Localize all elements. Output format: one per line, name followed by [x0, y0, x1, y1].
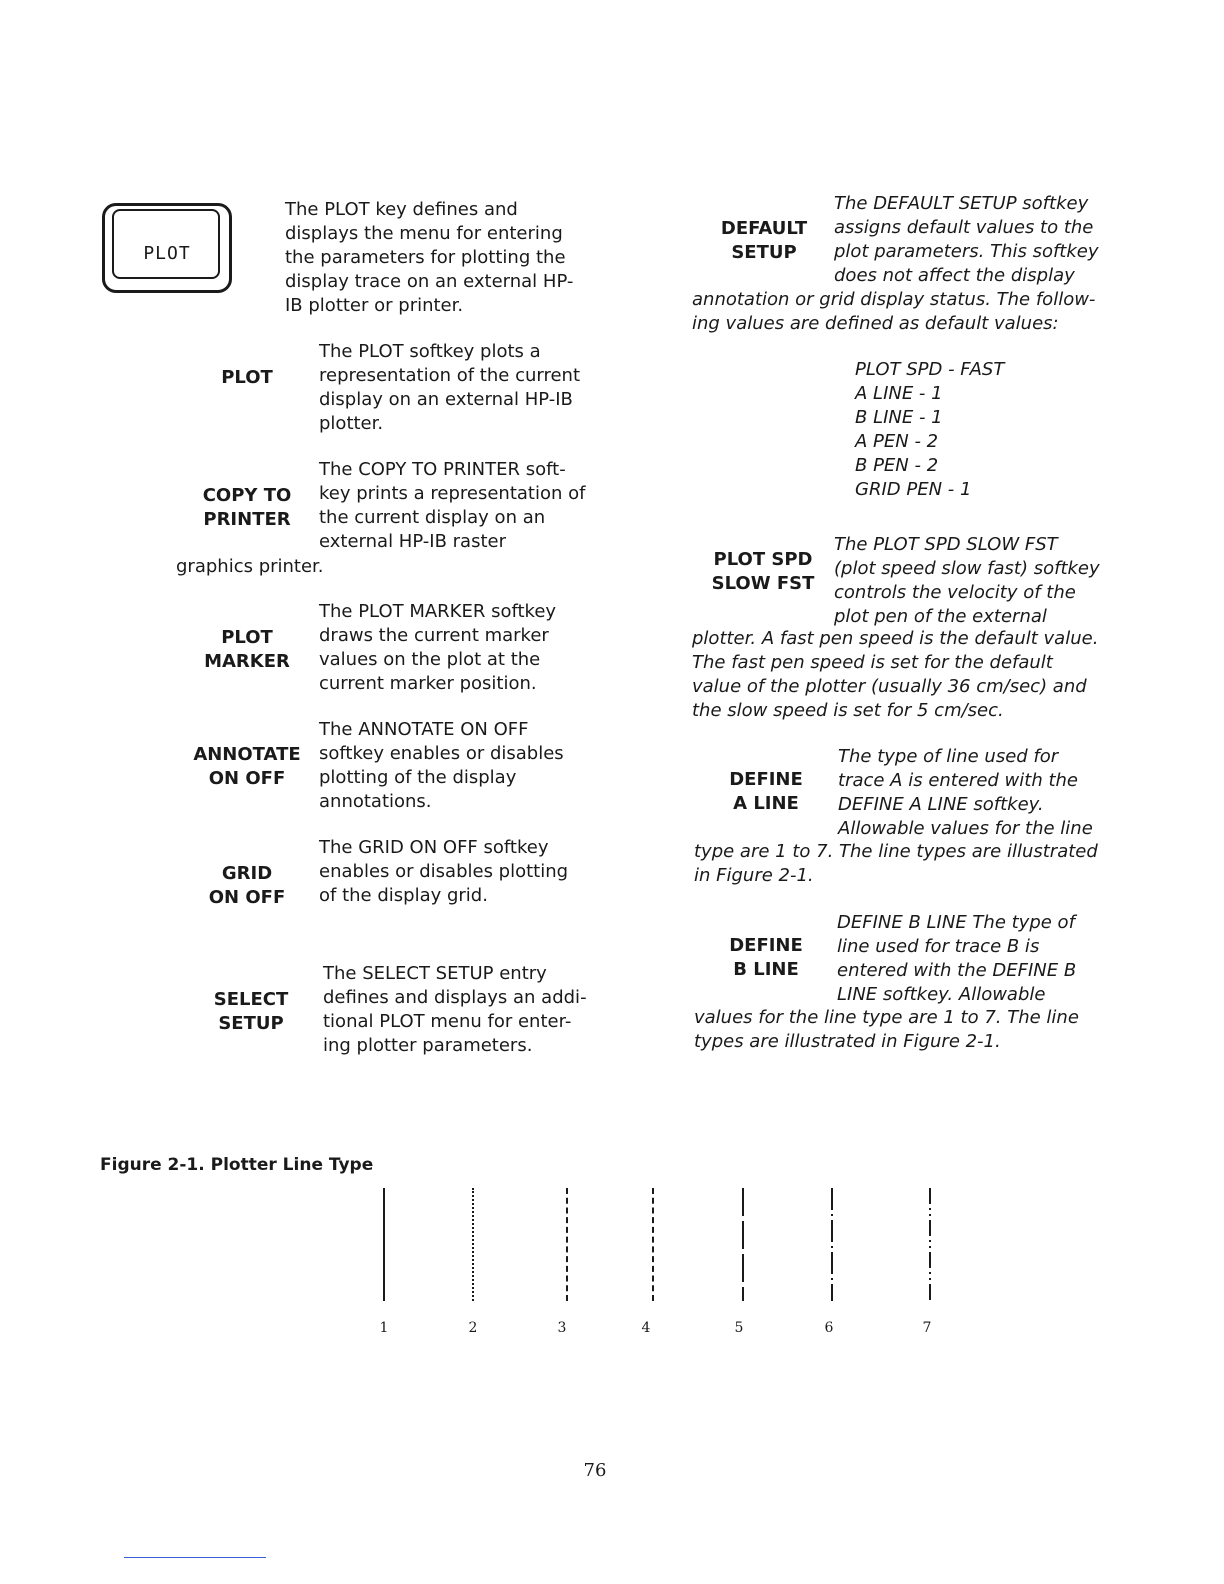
plot-key-description: [285, 198, 573, 318]
softkey-grid-on-off-description: [319, 836, 568, 908]
line-type-7-sample: [929, 1188, 931, 1301]
text-line: plot pen of the external: [834, 606, 1047, 627]
text-line: in Figure 2-1.: [694, 865, 814, 886]
line-type-3-sample: [566, 1188, 568, 1301]
text-line: the current display on an: [319, 507, 546, 528]
line-type-label: 7: [922, 1320, 932, 1336]
softkey-annotate-on-off-label: ANNOTATE ON OFF: [193, 744, 301, 789]
text-line: display trace on an external HP-: [285, 271, 574, 292]
line-type-label: 2: [468, 1320, 478, 1336]
text-line: type are 1 to 7. The line types are illustrated: [694, 841, 1098, 862]
text-line: The PLOT softkey plots a: [319, 341, 541, 362]
list-item: B PEN - 2: [855, 455, 939, 476]
line-type-label: 5: [734, 1320, 744, 1336]
line-type-2-sample: [472, 1188, 474, 1301]
softkey-define-a-line-continuation: [694, 840, 1098, 888]
text-line: plotting of the display: [319, 767, 517, 788]
text-line: LINE softkey. Allowable: [837, 984, 1046, 1005]
text-line: DEFINE A LINE softkey.: [838, 794, 1044, 815]
line-type-1-sample: [383, 1188, 385, 1301]
figure-caption: Figure 2-1. Plotter Line Type: [100, 1155, 374, 1175]
softkey-select-setup-label: SELECT SETUP: [213, 989, 289, 1034]
softkey-copy-to-printer-description: [319, 458, 585, 554]
text-line: The ANNOTATE ON OFF: [319, 719, 529, 740]
page-number: 76: [583, 1460, 607, 1481]
softkey-define-b-line-continuation: [694, 1006, 1079, 1054]
text-line: line used for trace B is: [837, 936, 1040, 957]
softkey-default-setup-description: [834, 192, 1099, 288]
text-line: types are illustrated in Figure 2-1.: [694, 1031, 1001, 1052]
text-line: controls the velocity of the: [834, 582, 1076, 603]
list-item: B LINE - 1: [855, 407, 943, 428]
text-line: trace A is entered with the: [838, 770, 1079, 791]
plot-hardkey-label: PLOT: [143, 243, 191, 264]
text-line: plotter.: [319, 413, 384, 434]
softkey-default-setup-continuation: [692, 288, 1095, 336]
text-line: The PLOT MARKER softkey: [319, 601, 557, 622]
line-type-label: 1: [379, 1320, 389, 1336]
softkey-plot-label: PLOT: [221, 367, 273, 388]
text-line: The PLOT key defines and: [285, 199, 518, 220]
text-line: representation of the current: [319, 365, 580, 386]
text-line: ing values are defined as default values:: [692, 313, 1059, 334]
list-item: A PEN - 2: [855, 431, 939, 452]
text-line: (plot speed slow fast) softkey: [834, 558, 1100, 579]
softkey-define-b-line-description: [837, 911, 1076, 1007]
line-type-label: 3: [557, 1320, 567, 1336]
softkey-copy-to-printer-label: COPY TO PRINTER: [202, 485, 292, 530]
text-line: The COPY TO PRINTER soft-: [319, 459, 566, 480]
line-type-4-sample: [652, 1188, 654, 1301]
text-line: key prints a representation of: [319, 483, 586, 504]
text-line: defines and displays an addi-: [323, 987, 587, 1008]
text-line: The DEFAULT SETUP softkey: [834, 193, 1089, 214]
text-line: plot parameters. This softkey: [834, 241, 1099, 262]
softkey-select-setup-description: [323, 962, 587, 1058]
text-line: of the display grid.: [319, 885, 488, 906]
text-line: display on an external HP-IB: [319, 389, 573, 410]
softkey-define-a-line-description: [838, 745, 1093, 841]
text-line: ing plotter parameters.: [323, 1035, 533, 1056]
text-line: annotation or grid display status. The follow-: [692, 289, 1096, 310]
softkey-plot-spd-description: [834, 533, 1100, 629]
line-type-label: 6: [824, 1320, 834, 1336]
softkey-plot-marker-label: PLOT MARKER: [204, 627, 290, 672]
list-item: GRID PEN - 1: [855, 479, 972, 500]
softkey-define-b-line-label: DEFINE B LINE: [729, 935, 803, 980]
softkey-define-a-line-label: DEFINE A LINE: [729, 769, 803, 814]
text-line: The GRID ON OFF softkey: [319, 837, 549, 858]
text-line: the parameters for plotting the: [285, 247, 566, 268]
text-line: softkey enables or disables: [319, 743, 564, 764]
text-line: enables or disables plotting: [319, 861, 569, 882]
softkey-default-setup-label: DEFAULT SETUP: [720, 218, 808, 263]
plot-hardkey-icon: [102, 203, 232, 295]
text-line: DEFINE B LINE The type of: [837, 912, 1075, 933]
text-line: entered with the DEFINE B: [837, 960, 1077, 981]
text-line: Allowable values for the line: [838, 818, 1093, 839]
softkey-plot-spd-label: PLOT SPD SLOW FST: [711, 549, 815, 594]
text-line: The fast pen speed is set for the default: [692, 652, 1053, 673]
softkey-plot-spd-continuation: [692, 627, 1098, 723]
line-type-5-sample: [742, 1188, 744, 1301]
text-line: draws the current marker: [319, 625, 549, 646]
text-line: The type of line used for: [838, 746, 1059, 767]
text-line: does not affect the display: [834, 265, 1075, 286]
line-type-6-sample: [831, 1188, 833, 1301]
text-line: value of the plotter (usually 36 cm/sec) and: [692, 676, 1087, 697]
default-values-list: [855, 358, 1004, 502]
softkey-plot-description: [319, 340, 580, 436]
text-line: the slow speed is set for 5 cm/sec.: [692, 700, 1004, 721]
text-line: annotations.: [319, 791, 432, 812]
text-line: assigns default values to the: [834, 217, 1094, 238]
text-line: plotter. A fast pen speed is the default value.: [692, 628, 1099, 649]
list-item: PLOT SPD - FAST: [855, 359, 1005, 380]
text-line: values for the line type are 1 to 7. The line: [694, 1007, 1079, 1028]
softkey-plot-marker-description: [319, 600, 556, 696]
softkey-grid-on-off-label: GRID ON OFF: [208, 863, 286, 908]
text-line: external HP-IB raster: [319, 531, 506, 552]
softkey-copy-to-printer-continuation: graphics printer.: [176, 556, 324, 577]
list-item: A LINE - 1: [855, 383, 943, 404]
softkey-annotate-on-off-description: [319, 718, 564, 814]
text-line: tional PLOT menu for enter-: [323, 1011, 572, 1032]
text-line: values on the plot at the: [319, 649, 541, 670]
text-line: current marker position.: [319, 673, 537, 694]
text-line: IB plotter or printer.: [285, 295, 464, 316]
text-line: The PLOT SPD SLOW FST: [834, 534, 1058, 555]
text-line: displays the menu for entering: [285, 223, 563, 244]
line-type-label: 4: [641, 1320, 651, 1336]
footer-rule: [124, 1557, 266, 1558]
text-line: The SELECT SETUP entry: [323, 963, 547, 984]
